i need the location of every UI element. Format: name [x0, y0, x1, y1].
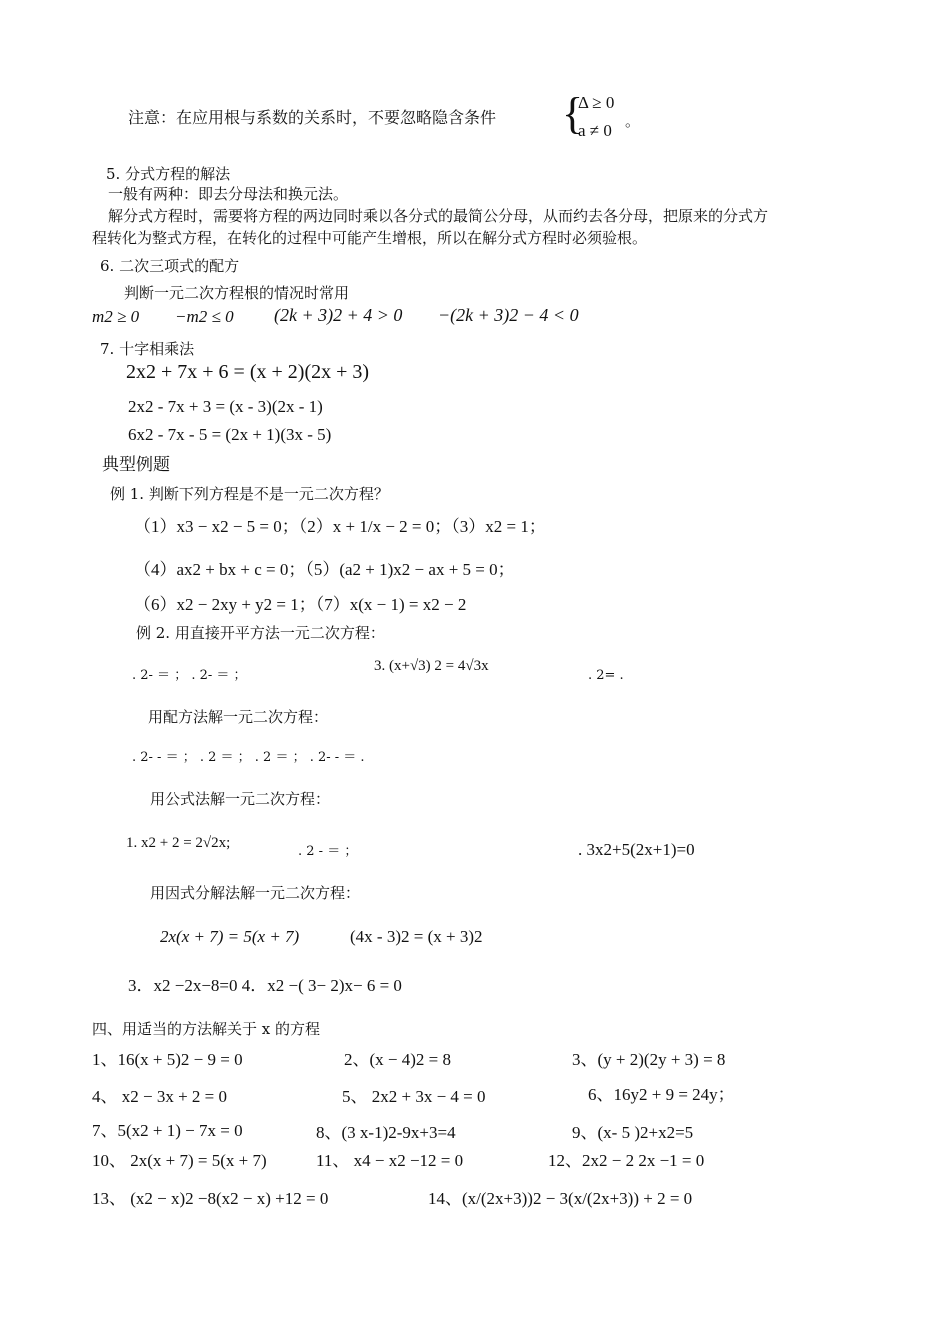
- condition-a: a ≠ 0: [578, 121, 612, 140]
- formula-method-1: 1. x2 + 2 = 2√2x;: [126, 835, 231, 851]
- formula-method-title: 用公式法解一元二次方程：: [150, 790, 331, 808]
- section6-line1: 判断一元二次方程根的情况时常用: [124, 284, 350, 302]
- problem-5: 5、 2x2 + 3x − 4 = 0: [342, 1087, 486, 1106]
- problem-3: 3、(y + 2)(2y + 3) = 8: [572, 1050, 726, 1069]
- section7-title: 7. 十字相乘法: [100, 340, 195, 358]
- formula-method-2: . 2 - ＝ ；: [298, 844, 358, 859]
- completing-square-row: . 2- - ＝ ； . 2 ＝ ； . 2 ＝ ； . 2- - ＝ .: [132, 750, 365, 765]
- completing-square-title: 用配方法解一元二次方程：: [148, 708, 329, 726]
- formula-m2-ge0: m2 ≥ 0: [92, 307, 140, 326]
- factoring-eq3-4: 3．x2 −2x−8=0 4．x2 −( 3− 2)x− 6 = 0: [128, 976, 402, 995]
- section5-line2: 解分式方程时，需要将方程的两边同时乘以各分式的最简公分母，从而约去各分母，把原来的分式方: [108, 207, 769, 225]
- example1-row3: （6）x2 − 2xy + y2 = 1；（7）x(x − 1) = x2 − 2: [134, 595, 467, 614]
- examples-heading: 典型例题: [102, 455, 170, 475]
- problem-12: 12、2x2 − 2 2x −1 = 0: [548, 1151, 705, 1170]
- section5-title: 5. 分式方程的解法: [106, 165, 231, 183]
- note-text: 注意：在应用根与系数的关系时，不要忽略隐含条件: [128, 108, 497, 127]
- example1-row2: （4）ax2 + bx + c = 0；（5）(a2 + 1)x2 − ax + 5 = 0；: [134, 560, 515, 579]
- condition-delta: Δ ≥ 0: [578, 93, 615, 112]
- problem-13: 13、 (x2 − x)2 −8(x2 − x) +12 = 0: [92, 1189, 329, 1208]
- example2-row-b: . 2= .: [588, 668, 624, 683]
- factoring-eq1: 2x(x + 7) = 5(x + 7): [160, 927, 300, 946]
- problem-11: 11、 x4 − x2 −12 = 0: [316, 1151, 464, 1170]
- problem-6: 6、16y2 + 9 = 24y；: [588, 1085, 735, 1104]
- section4-heading: 四、用适当的方法解关于 x 的方程: [92, 1020, 320, 1038]
- condition-brace: {: [562, 89, 584, 138]
- section6-title: 6. 二次三项式的配方: [100, 257, 240, 275]
- formula-method-3: . 3x2+5(2x+1)=0: [578, 840, 695, 859]
- formula-neg-m2-le0: −m2 ≤ 0: [175, 307, 234, 326]
- section5-line3: 程转化为整式方程，在转化的过程中可能产生增根，所以在解分式方程时必须验根。: [92, 229, 648, 247]
- formula-square-plus4: (2k + 3)2 + 4 > 0: [274, 305, 403, 325]
- example1-title: 例 1. 判断下列方程是不是一元二次方程？: [110, 485, 389, 503]
- example2-row-a: . 2- ＝ ； . 2- ＝ ；: [132, 668, 247, 683]
- example2-title: 例 2. 用直接开平方法一元二次方程：: [136, 624, 385, 642]
- cross-eq2: 2x2 - 7x + 3 = (x - 3)(2x - 1): [128, 397, 323, 416]
- problem-9: 9、(x- 5 )2+x2=5: [572, 1123, 694, 1142]
- problem-10: 10、 2x(x + 7) = 5(x + 7): [92, 1151, 267, 1170]
- cross-eq3: 6x2 - 7x - 5 = (2x + 1)(3x - 5): [128, 425, 332, 444]
- problem-1: 1、16(x + 5)2 − 9 = 0: [92, 1050, 243, 1069]
- factoring-eq2: (4x - 3)2 = (x + 3)2: [350, 927, 483, 946]
- example2-row-3: 3. (x+√3) 2 = 4√3x: [374, 658, 489, 674]
- note-end: 。: [625, 112, 641, 130]
- factoring-title: 用因式分解法解一元二次方程：: [150, 884, 361, 902]
- problem-14: 14、(x/(2x+3))2 − 3(x/(2x+3)) + 2 = 0: [428, 1189, 693, 1208]
- formula-neg-square-minus4: −(2k + 3)2 − 4 < 0: [438, 305, 579, 325]
- example1-row1: （1）x3 − x2 − 5 = 0；（2）x + 1/x − 2 = 0；（3）x2 = 1；: [134, 517, 546, 536]
- problem-8: 8、(3 x-1)2-9x+3=4: [316, 1123, 456, 1142]
- cross-eq1: 2x2 + 7x + 6 = (x + 2)(2x + 3): [126, 361, 370, 383]
- section5-line1: 一般有两种：即去分母法和换元法。: [108, 185, 349, 203]
- problem-4: 4、 x2 − 3x + 2 = 0: [92, 1087, 228, 1106]
- problem-2: 2、(x − 4)2 = 8: [344, 1050, 451, 1069]
- problem-7: 7、5(x2 + 1) − 7x = 0: [92, 1121, 243, 1140]
